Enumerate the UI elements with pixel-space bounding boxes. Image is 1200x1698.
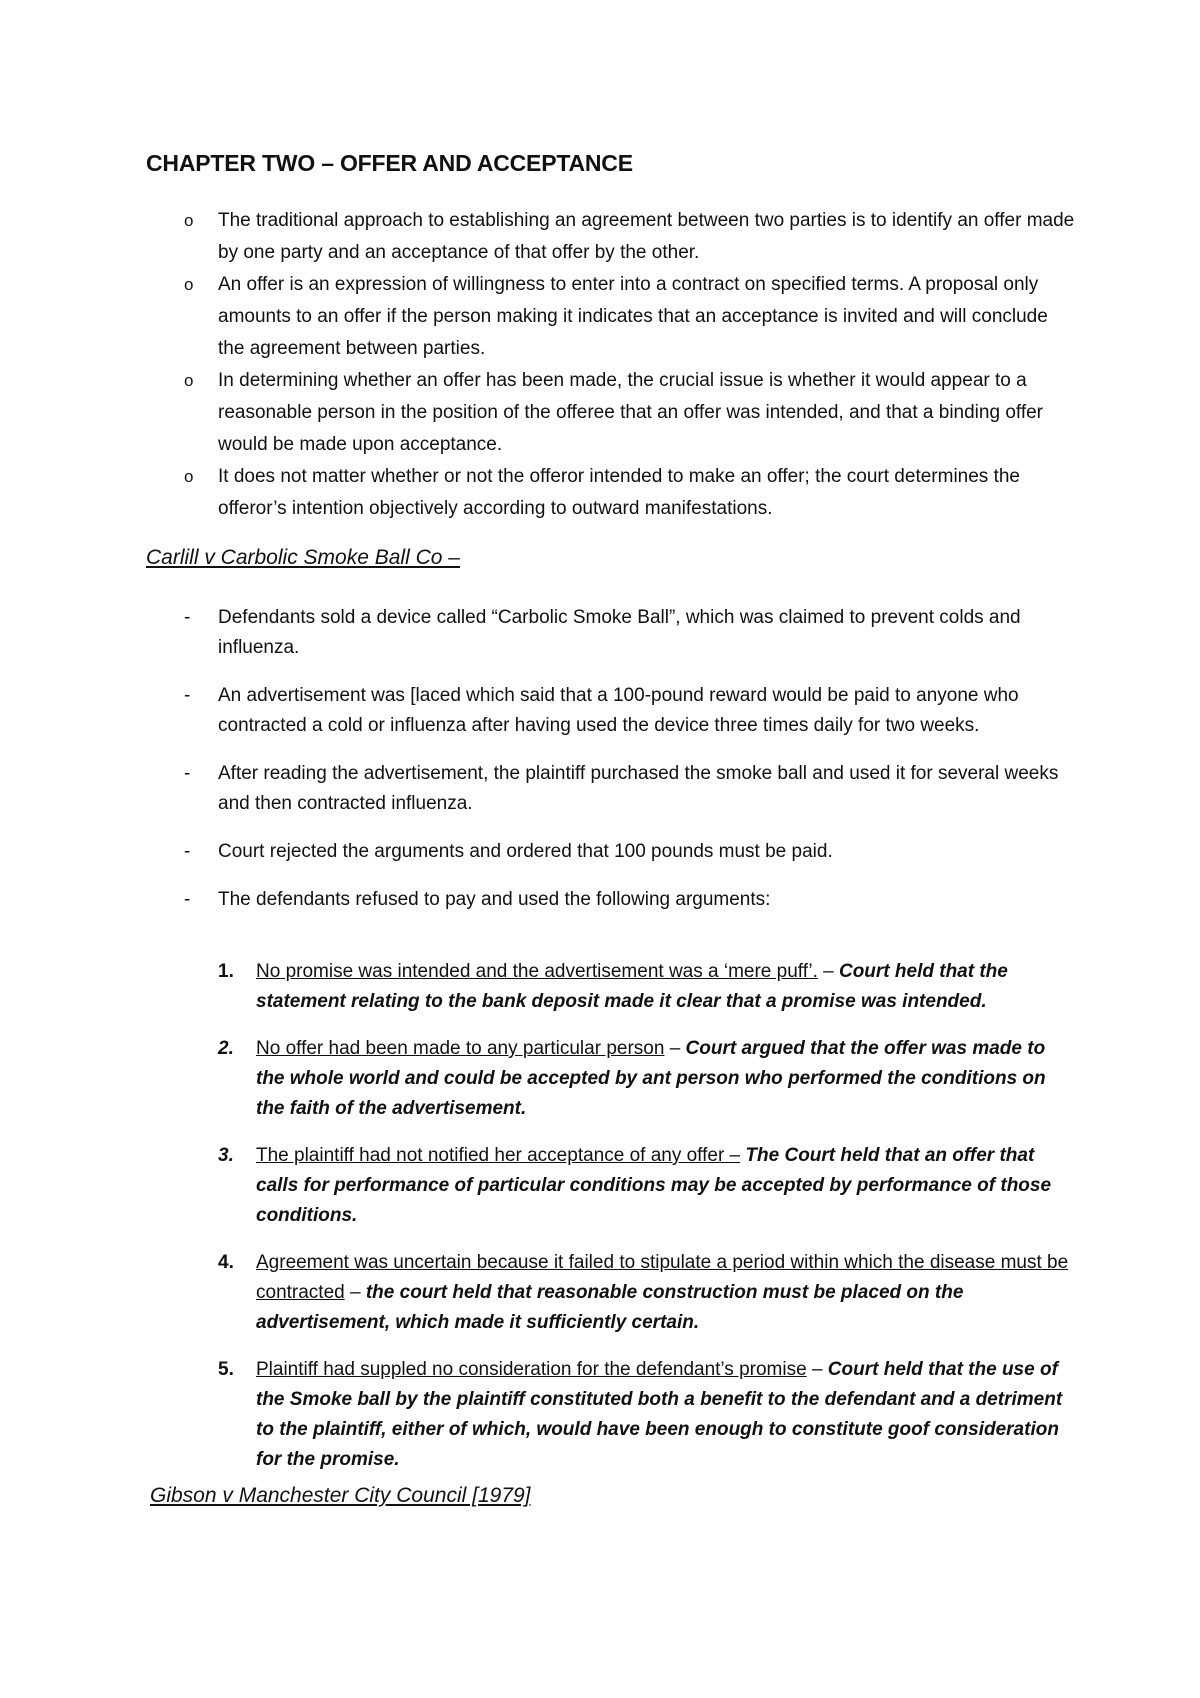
argument-item <box>146 957 1076 1017</box>
bullet-marker: o <box>184 371 194 390</box>
case-fact-item <box>146 603 1076 663</box>
case-heading-carlill: Carlill v Carbolic Smoke Ball Co – <box>146 546 460 569</box>
case-fact-item <box>146 885 1076 915</box>
principle-item <box>146 269 1076 365</box>
court-ruling: Court held that the use of the Smoke ball by the plaintiff constituted both a benefit to the defendant and a detriment to the plaintiff, either of which, would have been enough to constitute goof consideration for the promise. <box>256 1359 1063 1470</box>
argument-claim: Agreement was uncertain because it failed to stipulate a period within which the disease must be contracted <box>256 1252 1069 1303</box>
argument-number: 4. <box>218 1252 234 1273</box>
principle-item <box>146 365 1076 461</box>
argument-separator: – <box>806 1359 828 1380</box>
case-fact-text: Defendants sold a device called “Carbolic Smoke Ball”, which was claimed to prevent colds and influenza. <box>218 607 1021 658</box>
bullet-marker: o <box>184 467 194 486</box>
argument-separator: – <box>817 961 839 982</box>
case-fact-text: The defendants refused to pay and used the following arguments: <box>218 889 771 910</box>
case-fact-text: Court rejected the arguments and ordered that 100 pounds must be paid. <box>218 841 833 862</box>
principle-text: The traditional approach to establishing an agreement between two parties is to identify an offer made by one party and an acceptance of that offer by the other. <box>218 210 1075 263</box>
argument-number: 5. <box>218 1359 234 1380</box>
court-ruling: Court argued that the offer was made to the whole world and could be accepted by ant person who performed the conditions on the faith of the advertisement. <box>256 1038 1046 1119</box>
dash-marker: - <box>184 889 191 910</box>
argument-claim: No promise was intended and the advertisement was a ‘mere puff’. <box>256 961 818 982</box>
argument-number: 3. <box>218 1145 234 1166</box>
principle-text: In determining whether an offer has been made, the crucial issue is whether it would appear to a reasonable person in the position of the offeree that an offer was intended, and that a binding offer would be made upon acceptance. <box>218 370 1043 455</box>
case-fact-item <box>146 681 1076 741</box>
court-ruling: Court held that the statement relating to the bank deposit made it clear that a promise was intended. <box>256 961 1008 1012</box>
case-fact-text: After reading the advertisement, the plaintiff purchased the smoke ball and used it for several weeks and then contracted influenza. <box>218 763 1059 814</box>
bullet-marker: o <box>184 275 194 294</box>
dash-marker: - <box>184 841 191 862</box>
argument-item <box>146 1141 1076 1231</box>
case-fact-text: An advertisement was [laced which said that a 100-pound reward would be paid to anyone who contracted a cold or influenza after having used the device three times daily for two weeks. <box>218 685 1019 736</box>
principle-text: It does not matter whether or not the offeror intended to make an offer; the court determines the offeror’s intention objectively according to outward manifestations. <box>218 466 1020 519</box>
dash-marker: - <box>184 763 191 784</box>
arguments-list <box>146 957 1076 1492</box>
argument-claim: No offer had been made to any particular person <box>256 1038 665 1059</box>
argument-claim: Plaintiff had suppled no consideration for the defendant’s promise <box>256 1359 807 1380</box>
court-ruling: the court held that reasonable construction must be placed on the advertisement, which made it sufficiently certain. <box>256 1282 964 1333</box>
bullet-marker: o <box>184 211 194 230</box>
chapter-title: CHAPTER TWO – OFFER AND ACCEPTANCE <box>146 150 633 176</box>
argument-claim: The plaintiff had not notified her acceptance of any offer – <box>256 1145 741 1166</box>
argument-number: 1. <box>218 961 234 982</box>
argument-separator: – <box>344 1282 366 1303</box>
case-heading-gibson: Gibson v Manchester City Council [1979] <box>150 1484 531 1507</box>
argument-separator: – <box>664 1038 686 1059</box>
argument-item <box>146 1034 1076 1124</box>
court-ruling: The Court held that an offer that calls for performance of particular conditions may be accepted by performance of those conditions. <box>256 1145 1052 1226</box>
case-fact-item <box>146 837 1076 867</box>
case-fact-item <box>146 759 1076 819</box>
principle-item <box>146 461 1076 525</box>
principle-text: An offer is an expression of willingness to enter into a contract on specified terms. A proposal only amounts to an offer if the person making it indicates that an acceptance is invited and will conclude the agreement between parties. <box>218 274 1048 359</box>
dash-marker: - <box>184 607 191 628</box>
argument-item <box>146 1248 1076 1338</box>
principle-item <box>146 205 1076 269</box>
argument-item <box>146 1355 1076 1475</box>
argument-number: 2. <box>218 1038 234 1059</box>
case-facts-list <box>146 603 1076 933</box>
dash-marker: - <box>184 685 191 706</box>
principles-list <box>146 205 1076 525</box>
